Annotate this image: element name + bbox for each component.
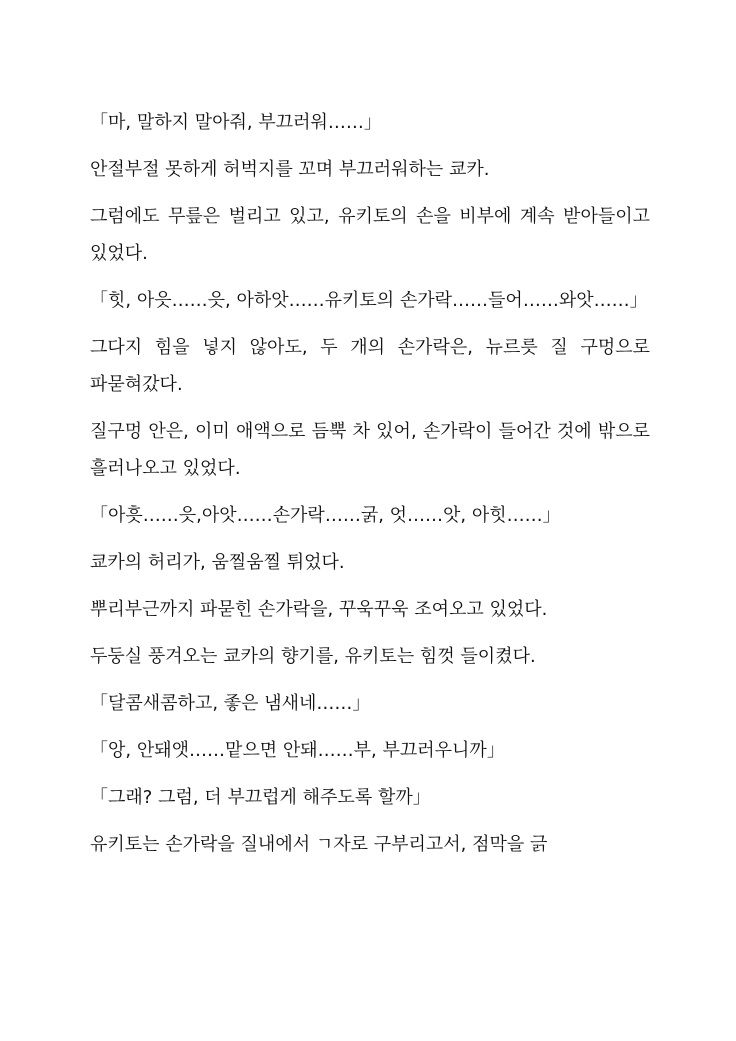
paragraph-10: 두둥실 풍겨오는 쿄카의 향기를, 유키토는 힘껏 들이켰다. bbox=[90, 646, 536, 667]
paragraph-1: 「마, 말하지 말아줘, 부끄러워……」 bbox=[90, 112, 382, 133]
paragraph-7: 「아흣……읏,아앗……손가락……굵, 엇……앗, 아힛……」 bbox=[90, 505, 561, 526]
paragraph-14: 유키토는 손가락을 질내에서 ㄱ자로 구부리고서, 점막을 긁 bbox=[90, 834, 548, 855]
paragraph-9: 뿌리부근까지 파묻힌 손가락을, 꾸욱꾸욱 조여오고 있었다. bbox=[90, 599, 548, 620]
paragraph-6: 질구멍 안은, 이미 애액으로 듬뿍 차 있어, 손가락이 들어간 것에 밖으로 흘러나오고 있었다. bbox=[90, 421, 650, 479]
paragraph-2: 안절부절 못하게 허벅지를 꼬며 부끄러워하는 쿄카. bbox=[90, 159, 490, 180]
paragraph-3: 그럼에도 무릎은 벌리고 있고, 유키토의 손을 비부에 계속 받아들이고 있었다. bbox=[90, 206, 650, 264]
paragraph-13: 「그래? 그럼, 더 부끄럽게 해주도록 할까」 bbox=[90, 787, 431, 808]
body-text bbox=[90, 104, 650, 873]
paragraph-8: 쿄카의 허리가, 움찔움찔 튀었다. bbox=[90, 552, 345, 573]
paragraph-5: 그다지 힘을 넣지 않아도, 두 개의 손가락은, 뉴르릇 질 구멍으로 파묻혀갔다. bbox=[90, 337, 650, 395]
paragraph-11: 「달콤새콤하고, 좋은 냄새네……」 bbox=[90, 693, 371, 714]
paragraph-4: 「힛, 아읏……읏, 아하앗……유키토의 손가락……들어……와앗……」 bbox=[90, 290, 648, 311]
paragraph-12: 「앙, 안돼앳……맡으면 안돼……부, 부끄러우니까」 bbox=[90, 740, 505, 761]
